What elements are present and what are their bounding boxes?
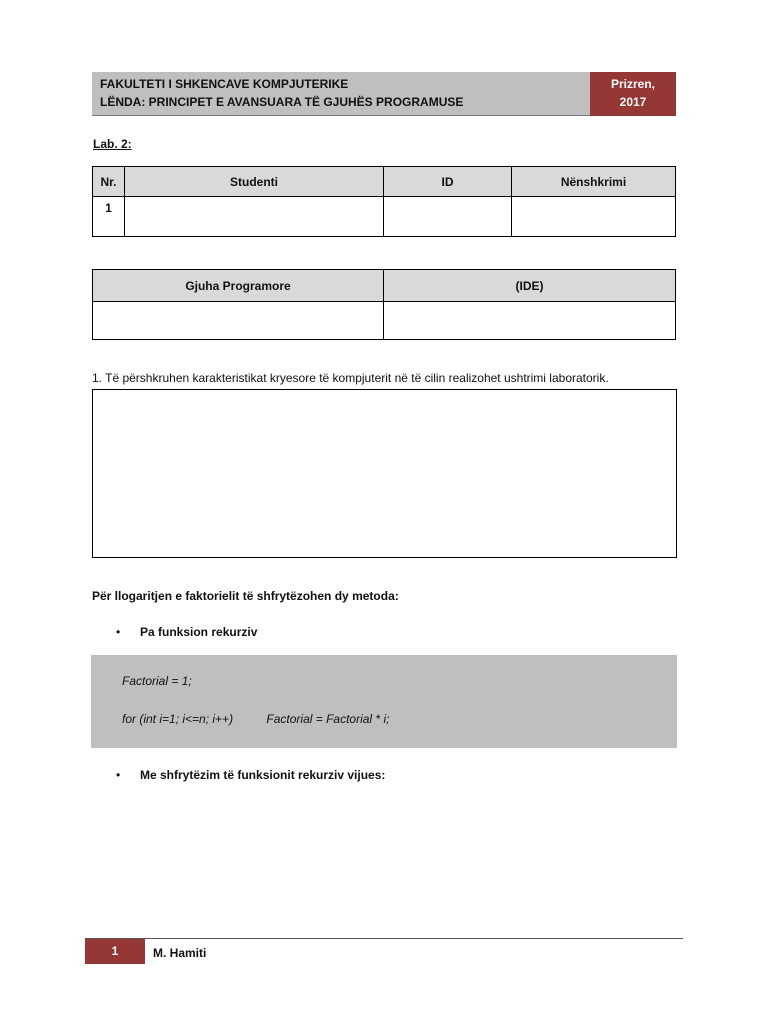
bullet-label: Pa funksion rekurziv: [140, 625, 258, 639]
lab-title: Lab. 2:: [93, 137, 132, 151]
bullet-label: Me shfrytëzim të funksionit rekurziv vijues:: [140, 768, 386, 782]
bullet-dot-icon: •: [116, 625, 121, 639]
footer-author: M. Hamiti: [153, 946, 207, 960]
col-ide: (IDE): [384, 270, 676, 302]
code-line: Factorial = 1;: [122, 674, 192, 688]
header-place-year: [590, 72, 676, 116]
question-1: 1. Të përshkruhen karakteristikat kryesore të kompjuterit në të cilin realizohet ushtrimi laboratorik.: [92, 371, 609, 385]
cell-ide[interactable]: [384, 302, 676, 340]
col-signature: Nënshkrimi: [512, 167, 676, 197]
course-name: LËNDA: PRINCIPET E AVANSUARA TË GJUHËS PROGRAMUSE: [100, 95, 464, 109]
code-line: for (int i=1; i<=n; i++) Factorial = Factorial * i;: [122, 712, 390, 726]
header-place: Prizren,: [610, 77, 655, 91]
bullet-item: [116, 768, 385, 782]
col-student: Studenti: [125, 167, 384, 197]
student-table-header: [93, 167, 676, 197]
bullet-dot-icon: •: [116, 768, 121, 782]
header-year: 2017: [619, 95, 647, 109]
faculty-name: FAKULTETI I SHKENCAVE KOMPJUTERIKE: [100, 77, 349, 91]
language-table: [92, 269, 676, 340]
answer-box[interactable]: [92, 389, 677, 558]
footer-divider: [85, 938, 683, 939]
intro-text: Për llogaritjen e faktorielit të shfrytëzohen dy metoda:: [92, 589, 399, 603]
page-header: [92, 72, 676, 116]
cell-id[interactable]: [384, 197, 512, 237]
col-id: ID: [384, 167, 512, 197]
header-title-block: [92, 72, 590, 116]
cell-language[interactable]: [93, 302, 384, 340]
code-block: [91, 655, 677, 748]
table-row: [93, 302, 676, 340]
cell-nr: 1: [93, 197, 125, 237]
cell-student[interactable]: [125, 197, 384, 237]
bullet-item: [116, 625, 257, 639]
col-nr: Nr.: [93, 167, 125, 197]
page-number: 1: [85, 939, 145, 964]
table-row: [93, 197, 676, 237]
cell-signature[interactable]: [512, 197, 676, 237]
col-language: Gjuha Programore: [93, 270, 384, 302]
student-table: [92, 166, 676, 237]
language-table-header: [93, 270, 676, 302]
